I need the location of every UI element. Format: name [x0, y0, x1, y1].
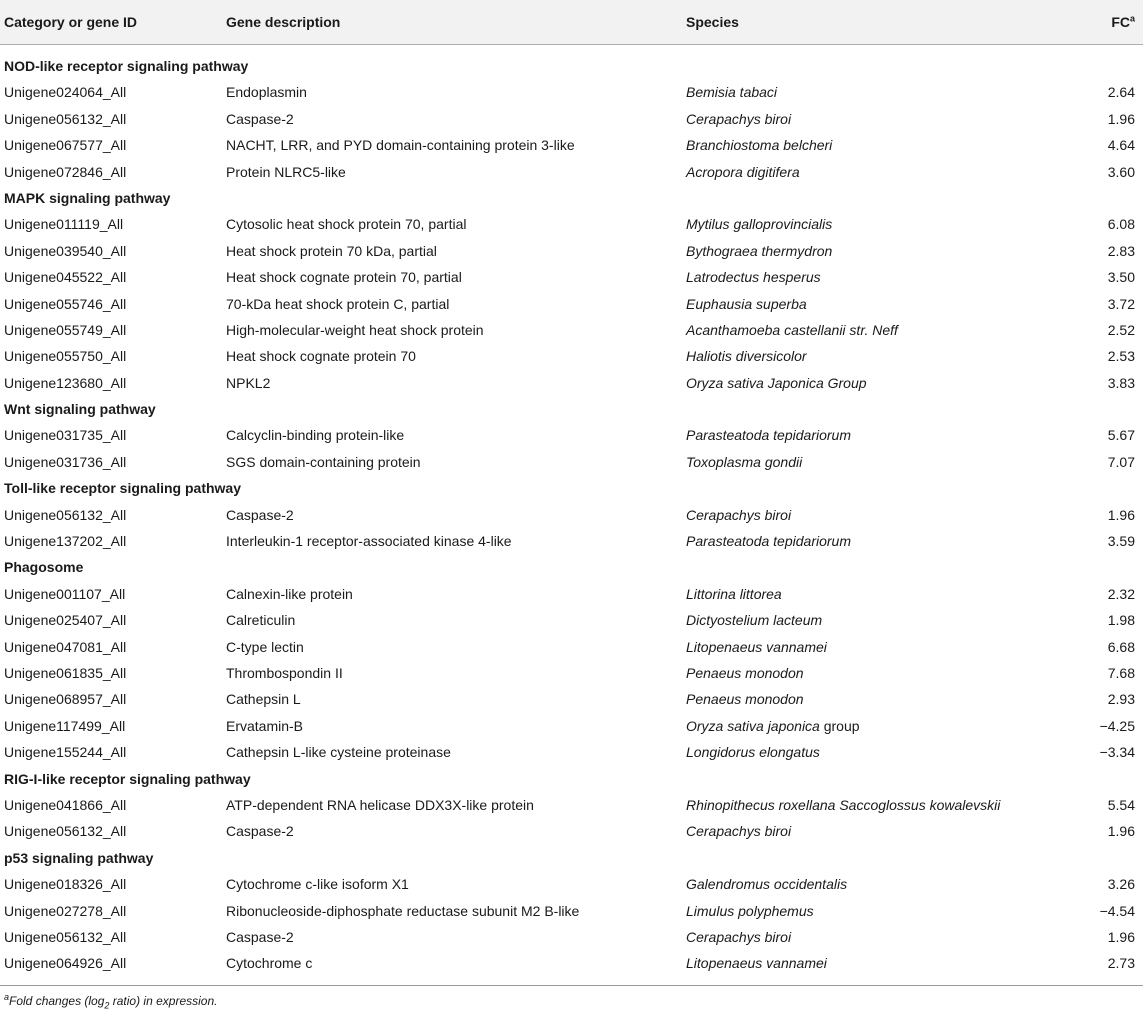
- table-row: [0, 818, 1143, 844]
- species-cell: [686, 875, 847, 893]
- gene-description-cell: Caspase-2: [226, 928, 294, 945]
- species-name: Littorina littorea: [686, 585, 782, 602]
- table-row: [0, 211, 1143, 237]
- table-row: [0, 422, 1143, 448]
- species-name: Haliotis diversicolor: [686, 348, 807, 365]
- species-cell: [686, 954, 827, 972]
- category-label: p53 signaling pathway: [4, 849, 154, 866]
- table-footnote: [4, 993, 217, 1009]
- table-row: [0, 581, 1143, 607]
- species-name: Bythograea thermydron: [686, 242, 833, 259]
- species-name: Rhinopithecus roxellana Saccoglossus kowalevskii: [686, 796, 1001, 813]
- species-name: Latrodectus hesperus: [686, 269, 821, 286]
- gene-description-cell: Thrombospondin II: [226, 664, 343, 681]
- gene-description-cell: Calcyclin-binding protein-like: [226, 427, 405, 444]
- gene-id-cell: Unigene031735_All: [4, 427, 127, 444]
- gene-id-cell: Unigene061835_All: [4, 664, 127, 681]
- gene-id-cell: Unigene056132_All: [4, 110, 127, 127]
- species-name: Galendromus occidentalis: [686, 876, 848, 893]
- species-cell: [686, 611, 822, 629]
- table-row: [0, 739, 1143, 765]
- species-name: Oryza sativa japonica: [686, 717, 820, 734]
- gene-id-cell: Unigene055746_All: [4, 295, 127, 312]
- fold-change-cell: 1.98: [1107, 612, 1135, 629]
- species-cell: [686, 374, 867, 392]
- species-cell: [686, 110, 791, 128]
- table-row: [0, 898, 1143, 924]
- species-name: Penaeus monodon: [686, 691, 804, 708]
- table-row: [0, 924, 1143, 950]
- table-row: [0, 607, 1143, 633]
- gene-description-cell: SGS domain-containing protein: [226, 453, 421, 470]
- table-row: [0, 238, 1143, 264]
- species-name: Cerapachys biroi: [686, 823, 792, 840]
- table-row: [0, 291, 1143, 317]
- species-name: Longidorus elongatus: [686, 744, 820, 761]
- gene-id-cell: Unigene031736_All: [4, 453, 127, 470]
- species-name: Limulus polyphemus: [686, 902, 814, 919]
- fold-change-cell: 1.96: [1107, 506, 1135, 523]
- species-name: Branchiostoma belcheri: [686, 137, 833, 154]
- fold-change-cell: 6.68: [1107, 638, 1135, 655]
- table-row: [0, 264, 1143, 290]
- species-cell: [686, 268, 821, 286]
- fold-change-cell: 2.93: [1107, 691, 1135, 708]
- species-name: Litopenaeus vannamei: [686, 955, 827, 972]
- category-label: Wnt signaling pathway: [4, 401, 156, 418]
- species-name: Acanthamoeba castellanii str. Neff: [686, 321, 898, 338]
- gene-description-cell: Ervatamin-B: [226, 717, 304, 734]
- fold-change-cell: 2.83: [1107, 242, 1135, 259]
- species-cell: [686, 902, 814, 920]
- species-cell: [686, 638, 827, 656]
- gene-description-cell: Heat shock cognate protein 70, partial: [226, 269, 462, 286]
- gene-id-cell: Unigene055749_All: [4, 321, 127, 338]
- table-row: [0, 871, 1143, 897]
- fold-change-cell: 2.53: [1107, 348, 1135, 365]
- fold-change-cell: 3.59: [1107, 533, 1135, 550]
- species-cell: [686, 532, 851, 550]
- species-cell: [686, 347, 807, 365]
- species-name: Parasteatoda tepidariorum: [686, 533, 851, 550]
- category-row: [0, 845, 1143, 871]
- category-row: [0, 766, 1143, 792]
- species-cell: [686, 585, 782, 603]
- table-row: [0, 502, 1143, 528]
- gene-id-cell: Unigene072846_All: [4, 163, 127, 180]
- gene-id-cell: Unigene001107_All: [4, 585, 126, 602]
- fold-change-cell: 4.64: [1107, 137, 1135, 154]
- table-row: [0, 528, 1143, 554]
- gene-id-cell: Unigene123680_All: [4, 374, 127, 391]
- gene-id-cell: Unigene056132_All: [4, 928, 127, 945]
- footnote-marker: a: [4, 992, 10, 1002]
- gene-id-cell: Unigene039540_All: [4, 242, 127, 259]
- species-cell: [686, 506, 791, 524]
- species-cell: [686, 321, 898, 339]
- gene-description-cell: Cytochrome c: [226, 955, 313, 972]
- fold-change-cell: 2.73: [1107, 955, 1135, 972]
- gene-description-cell: 70-kDa heat shock protein C, partial: [226, 295, 450, 312]
- header-category-or-gene-id: Category or gene ID: [4, 14, 138, 30]
- species-name: Dictyostelium lacteum: [686, 612, 823, 629]
- species-cell: [686, 215, 832, 233]
- table-row: [0, 713, 1143, 739]
- table-bottom-rule: [0, 985, 1143, 986]
- species-cell: [686, 242, 832, 260]
- species-cell: [686, 690, 804, 708]
- species-name: Acropora digitifera: [686, 163, 800, 180]
- species-name: Cerapachys biroi: [686, 110, 792, 127]
- gene-description-cell: C-type lectin: [226, 638, 304, 655]
- fold-change-cell: 3.26: [1107, 876, 1135, 893]
- table-row: [0, 449, 1143, 475]
- gene-id-cell: Unigene047081_All: [4, 638, 127, 655]
- gene-description-cell: Calnexin-like protein: [226, 585, 353, 602]
- gene-description-cell: Cytochrome c-like isoform X1: [226, 876, 409, 893]
- gene-id-cell: Unigene024064_All: [4, 84, 127, 101]
- gene-description-cell: NACHT, LRR, and PYD domain-containing protein 3-like: [226, 137, 575, 154]
- fold-change-cell: 2.32: [1107, 585, 1135, 602]
- footnote-text-before: Fold changes (log: [9, 994, 105, 1008]
- gene-description-cell: Interleukin-1 receptor-associated kinase 4-like: [226, 533, 512, 550]
- fold-change-cell: 6.08: [1107, 216, 1135, 233]
- gene-description-cell: Caspase-2: [226, 823, 294, 840]
- species-cell: [686, 717, 860, 735]
- gene-id-cell: Unigene055750_All: [4, 348, 127, 365]
- gene-id-cell: Unigene025407_All: [4, 612, 127, 629]
- species-name: Cerapachys biroi: [686, 506, 792, 523]
- fold-change-cell: 3.50: [1107, 269, 1135, 286]
- header-fc-footnote-marker: a: [1129, 13, 1135, 24]
- gene-id-cell: Unigene155244_All: [4, 744, 127, 761]
- gene-id-cell: Unigene137202_All: [4, 533, 127, 550]
- category-row: [0, 396, 1143, 422]
- table-header: [0, 0, 1143, 45]
- gene-id-cell: Unigene064926_All: [4, 955, 127, 972]
- gene-id-cell: Unigene068957_All: [4, 691, 127, 708]
- table-row: [0, 686, 1143, 712]
- category-label: Toll-like receptor signaling pathway: [4, 480, 242, 497]
- gene-description-cell: Cathepsin L-like cysteine proteinase: [226, 744, 451, 761]
- gene-id-cell: Unigene067577_All: [4, 137, 127, 154]
- fold-change-cell: 3.60: [1107, 163, 1135, 180]
- species-name: Mytilus galloprovincialis: [686, 216, 833, 233]
- category-label: NOD-like receptor signaling pathway: [4, 58, 249, 74]
- table-row: [0, 660, 1143, 686]
- gene-description-cell: Heat shock protein 70 kDa, partial: [226, 242, 437, 259]
- species-cell: [686, 163, 800, 181]
- species-cell: [686, 928, 791, 946]
- species-name: Bemisia tabaci: [686, 84, 778, 101]
- gene-description-cell: Heat shock cognate protein 70: [226, 348, 416, 365]
- species-name: Euphausia superba: [686, 295, 807, 312]
- gene-id-cell: Unigene018326_All: [4, 876, 127, 893]
- gene-description-cell: Caspase-2: [226, 110, 294, 127]
- gene-description-cell: Cathepsin L: [226, 691, 301, 708]
- species-cell: [686, 83, 777, 101]
- species-cell: [686, 136, 832, 154]
- species-cell: [686, 796, 1000, 814]
- table-row: [0, 343, 1143, 369]
- table-row: [0, 79, 1143, 105]
- header-gene-description: Gene description: [226, 14, 341, 30]
- header-species: Species: [686, 14, 739, 30]
- table-body: [0, 53, 1143, 977]
- fold-change-cell: 3.83: [1107, 374, 1135, 391]
- header-fc: [1111, 13, 1135, 31]
- gene-description-cell: NPKL2: [226, 374, 271, 391]
- species-name: Oryza sativa Japonica Group: [686, 374, 867, 391]
- gene-id-cell: Unigene056132_All: [4, 823, 127, 840]
- category-label: RIG-I-like receptor signaling pathway: [4, 770, 251, 787]
- fold-change-cell: 5.54: [1107, 796, 1135, 813]
- gene-description-cell: Calreticulin: [226, 612, 296, 629]
- species-name: Cerapachys biroi: [686, 928, 792, 945]
- table-row: [0, 106, 1143, 132]
- gene-description-cell: Protein NLRC5-like: [226, 163, 346, 180]
- table-row: [0, 370, 1143, 396]
- header-fc-label: FC: [1111, 14, 1130, 30]
- gene-id-cell: Unigene117499_All: [4, 717, 126, 734]
- category-row: [0, 185, 1143, 211]
- fold-change-cell: 5.67: [1107, 427, 1135, 444]
- species-cell: [686, 426, 851, 444]
- category-row: [0, 475, 1143, 501]
- gene-description-cell: High-molecular-weight heat shock protein: [226, 321, 484, 338]
- gene-id-cell: Unigene056132_All: [4, 506, 127, 523]
- table-row: [0, 634, 1143, 660]
- table-row: [0, 132, 1143, 158]
- table-row: [0, 159, 1143, 185]
- gene-description-cell: Endoplasmin: [226, 84, 307, 101]
- species-name: Penaeus monodon: [686, 664, 804, 681]
- species-cell: [686, 453, 802, 471]
- fold-change-cell: 2.52: [1107, 321, 1135, 338]
- species-suffix: group: [819, 717, 860, 734]
- category-row: [0, 554, 1143, 580]
- footnote-subscript: 2: [104, 1000, 110, 1011]
- fold-change-cell: −4.54: [1099, 902, 1135, 919]
- gene-description-cell: Cytosolic heat shock protein 70, partial: [226, 216, 467, 233]
- footnote-text-after: ratio) in expression.: [109, 994, 218, 1008]
- category-row: [0, 53, 1143, 79]
- gene-id-cell: Unigene045522_All: [4, 269, 127, 286]
- gene-description-cell: Caspase-2: [226, 506, 294, 523]
- fold-change-cell: 3.72: [1107, 295, 1135, 312]
- fold-change-cell: −3.34: [1099, 744, 1135, 761]
- table-row: [0, 950, 1143, 976]
- fold-change-cell: 7.68: [1107, 664, 1135, 681]
- species-cell: [686, 664, 804, 682]
- category-label: Phagosome: [4, 559, 84, 576]
- fold-change-cell: −4.25: [1099, 717, 1135, 734]
- gene-id-cell: Unigene027278_All: [4, 902, 127, 919]
- fold-change-cell: 1.96: [1107, 110, 1135, 127]
- gene-description-cell: ATP-dependent RNA helicase DDX3X-like protein: [226, 796, 534, 813]
- fold-change-cell: 1.96: [1107, 823, 1135, 840]
- species-cell: [686, 295, 807, 313]
- species-name: Litopenaeus vannamei: [686, 638, 827, 655]
- table-row: [0, 792, 1143, 818]
- gene-id-cell: Unigene041866_All: [4, 796, 127, 813]
- species-cell: [686, 822, 791, 840]
- table-row: [0, 317, 1143, 343]
- fold-change-cell: 7.07: [1107, 453, 1135, 470]
- category-label: MAPK signaling pathway: [4, 189, 171, 206]
- fold-change-cell: 2.64: [1107, 84, 1135, 101]
- species-cell: [686, 743, 820, 761]
- fold-change-cell: 1.96: [1107, 928, 1135, 945]
- species-name: Parasteatoda tepidariorum: [686, 427, 851, 444]
- gene-id-cell: Unigene011119_All: [4, 216, 124, 233]
- species-name: Toxoplasma gondii: [686, 453, 803, 470]
- gene-description-cell: Ribonucleoside-diphosphate reductase subunit M2 B-like: [226, 902, 580, 919]
